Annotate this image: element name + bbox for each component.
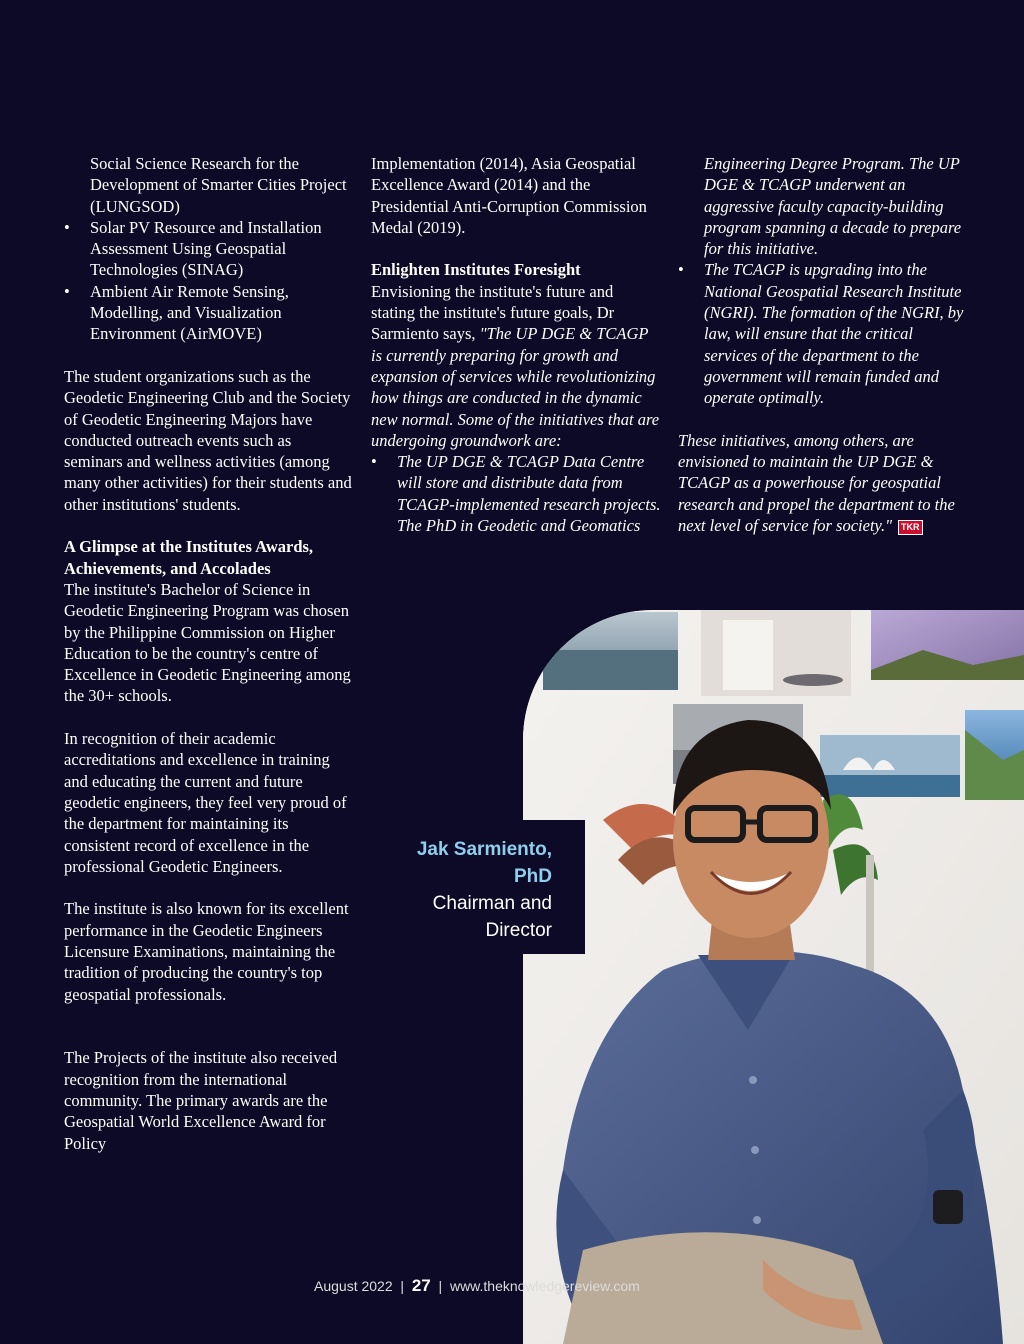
bullet-continuation: Engineering Degree Program. The UP DGE & TCAGP underwent an aggressive faculty capacity-building program spanning a decade to prepare for this initiative. <box>704 154 962 259</box>
footer-separator: | <box>400 1278 405 1294</box>
article-column-2 <box>371 153 661 536</box>
article-column-3 <box>678 153 968 536</box>
paragraph: The institute is also known for its excellent performance in the Geodetic Engineers Licensure Examinations, maintaining the tradition of producing the country's top geospatial professionals. <box>64 899 349 1004</box>
bullet-item <box>64 217 354 281</box>
bullet-item <box>371 451 661 536</box>
bullet-text: The UP DGE & TCAGP Data Centre will store and distribute data from TCAGP-implemented research projects. The PhD in Geodetic and Geomatics <box>397 452 661 536</box>
paragraph: Implementation (2014), Asia Geospatial Excellence Award (2014) and the Presidential Anti-Corruption Commission Medal (2019). <box>371 154 647 237</box>
bullet-text: Ambient Air Remote Sensing, Modelling, and Visualization Environment (AirMOVE) <box>90 281 289 344</box>
paragraph: The institute's Bachelor of Science in Geodetic Engineering Program was chosen by the Philippine Commission on Higher Education to be the country's centre of Excellence in Geodetic Engineering among the 30+ schools. <box>64 579 351 706</box>
article-column-1 <box>64 153 354 1154</box>
page-number: 27 <box>411 1276 431 1295</box>
bullet-marker: • <box>64 281 70 301</box>
quote-intro: Envisioning the institute's future and stating the institute's future goals, Dr Sarmiento says, <box>371 281 615 344</box>
section-heading <box>64 536 354 579</box>
paragraph <box>678 430 968 536</box>
website-url: www.theknowledgereview.com <box>449 1278 640 1294</box>
section-heading <box>371 259 661 280</box>
photo-caption <box>385 820 585 954</box>
section-heading-text: Enlighten Institutes Foresight <box>371 260 581 280</box>
bullet-continuation: Social Science Research for the Development of Smarter Cities Project (LUNGSOD) <box>90 154 347 216</box>
paragraph <box>371 281 661 451</box>
bullet-text: The TCAGP is upgrading into the National Geospatial Research Institute (NGRI). The formation of the NGRI, by law, will ensure that the critical services of the department to the government will remain funded and operate optimally. <box>704 260 964 408</box>
paragraph: The Projects of the institute also received recognition from the international community. The primary awards are the Geospatial World Excellence Award for Policy <box>64 1048 338 1153</box>
bullet-marker: • <box>371 452 377 472</box>
page-footer <box>314 1276 640 1296</box>
portrait-photo <box>523 610 1024 1344</box>
bullet-item <box>64 281 354 345</box>
quote-text: "The UP DGE & TCAGP is currently preparing for growth and expansion of services while revolutionizing how things are conducted in the dynamic new normal. Some of the initiatives that are undergoing groundwork are: <box>371 324 660 450</box>
tkr-logo-icon: TKR <box>898 520 923 535</box>
paragraph: In recognition of their academic accreditations and excellence in training and educating the current and future geodetic engineers, they feel very proud of the department for maintaining its consistent record of excellence in the professional Geodetic Engineers. <box>64 729 347 876</box>
issue-date: August 2022 <box>314 1278 393 1294</box>
bullet-marker: • <box>64 217 70 237</box>
person-name: Jak Sarmiento, PhD <box>416 839 552 887</box>
paragraph: The student organizations such as the Geodetic Engineering Club and the Society of Geodetic Engineering Majors have conducted outreach events such as seminars and wellness activities (among many other activities) for their students and other institutions' students. <box>64 366 352 514</box>
person-title: Chairman and Director <box>432 893 552 941</box>
section-heading-text: A Glimpse at the Institutes Awards, Achievements, and Accolades <box>64 537 314 578</box>
bullet-marker: • <box>678 260 684 280</box>
footer-separator: | <box>438 1278 443 1294</box>
bullet-item <box>678 259 968 408</box>
closing-quote: These initiatives, among others, are envisioned to maintain the UP DGE & TCAGP as a powerhouse for geospatial research and propel the department to the next level of service for society." <box>678 430 955 536</box>
bullet-text: Solar PV Resource and Installation Assessment Using Geospatial Technologies (SINAG) <box>90 217 322 280</box>
